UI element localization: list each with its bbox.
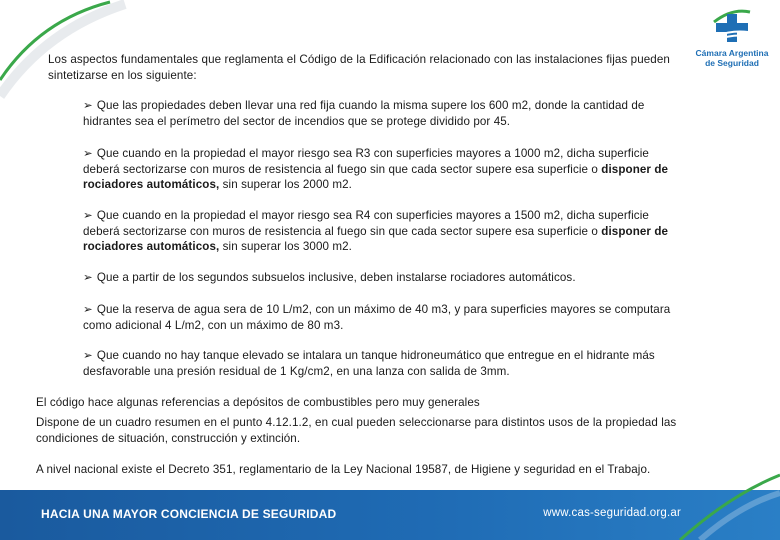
paragraph-national-decree: A nivel nacional existe el Decreto 351, reglamentario de la Ley Nacional 19587, de Higiene y seguridad en el Trabajo. — [36, 463, 651, 476]
arrow-bullet-icon: ➢ — [83, 303, 93, 316]
bullet-item — [83, 98, 683, 129]
bullet-item — [83, 146, 683, 193]
shield-cross-icon — [710, 6, 754, 46]
footer-bar — [0, 490, 780, 540]
bullet-bold-text: disponer de rociadores automáticos, — [83, 162, 669, 192]
arrow-bullet-icon: ➢ — [83, 99, 93, 112]
bullet-text: Que cuando no hay tanque elevado se intalara un tanque hidroneumático que entregue en el hidrante más desfavorable una presión residual de 1 Kg/cm2, en una lanza con salida de 3mm. — [83, 349, 655, 378]
footer-url-link[interactable]: www.cas-seguridad.org.ar — [543, 507, 681, 519]
bullet-item — [83, 302, 683, 333]
bullet-text: Que las propiedades deben llevar una red fija cuando la misma supere los 600 m2, donde la cantidad de hidrantes sea el perímetro del sector de incendios que se protege dividido por 45. — [83, 99, 645, 128]
bullet-text-end: sin superar los 2000 m2. — [219, 178, 353, 192]
paragraph-summary-table: Dispone de un cuadro resumen en el punto 4.12.1.2, en cual pueden seleccionarse para distintos usos de la propiedad las condiciones de situación, construcción y extinción. — [36, 416, 677, 445]
bullet-text: Que la reserva de agua sera de 10 L/m2, con un máximo de 40 m3, y para superficies mayores se computara como adicional 4 L/m2, con un máximo de 80 m3. — [83, 303, 671, 332]
brand-name-line1: Cámara Argentina — [695, 48, 769, 58]
arrow-bullet-icon: ➢ — [83, 209, 93, 222]
arrow-bullet-icon: ➢ — [83, 147, 93, 160]
bullet-item — [83, 208, 683, 255]
bullet-text: Que cuando en la propiedad el mayor riesgo sea R3 con superficies mayores a 1000 m2, dicha superficie deberá sectorizarse con muros de resistencia al fuego sin que cada sector supere esa superficie o — [83, 147, 649, 176]
intro-paragraph: Los aspectos fundamentales que reglamenta el Código de la Edificación relacionado con las instalaciones fijas pueden sintetizarse en los siguiente: — [48, 53, 670, 82]
paragraph-fuel-deposits: El código hace algunas referencias a depósitos de combustibles pero muy generales — [36, 396, 480, 409]
bullet-text-end: sin superar los 3000 m2. — [219, 240, 353, 254]
brand-logo — [690, 6, 774, 72]
brand-name-line2: de Seguridad — [705, 58, 759, 68]
bullet-text: Que cuando en la propiedad el mayor riesgo sea R4 con superficies mayores a 1500 m2, dicha superficie deberá sectorizarse con muros de resistencia al fuego sin que cada sector supere esa superficie o — [83, 209, 649, 238]
arrow-bullet-icon: ➢ — [83, 271, 93, 284]
bullet-text: Que a partir de los segundos subsuelos inclusive, deben instalarse rociadores automáticos. — [96, 271, 576, 284]
arrow-bullet-icon: ➢ — [83, 349, 93, 362]
footer-swoosh — [670, 455, 780, 540]
bullet-item — [83, 270, 683, 286]
bullet-item — [83, 348, 683, 379]
footer-slogan: HACIA UNA MAYOR CONCIENCIA DE SEGURIDAD — [41, 507, 337, 521]
bullet-bold-text: disponer de rociadores automáticos, — [83, 224, 669, 254]
